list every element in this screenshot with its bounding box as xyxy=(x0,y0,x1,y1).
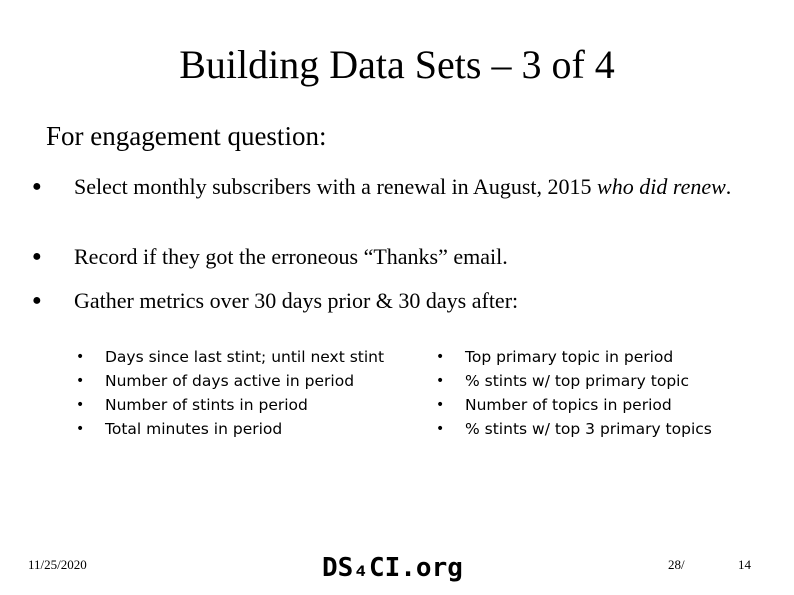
sub-bullet-marker: • xyxy=(76,397,85,413)
metrics-list-right xyxy=(436,345,712,441)
bullet-text-tail: . xyxy=(725,174,732,199)
sub-bullet-marker: • xyxy=(436,373,445,389)
footer-page-label: 28/ xyxy=(668,557,685,572)
slide-number: 14 xyxy=(738,557,751,572)
metric-label: Days since last stint; until next stint xyxy=(105,348,385,366)
list-item xyxy=(436,393,712,417)
footer-date: 11/25/2020 xyxy=(28,557,87,572)
bullet-text: Record if they got the erroneous “Thanks” email. xyxy=(74,244,508,269)
bullet-item-gather-metrics xyxy=(32,286,732,315)
sub-bullet-marker: • xyxy=(76,349,85,365)
list-item xyxy=(436,417,712,441)
sub-bullet-marker: • xyxy=(76,373,85,389)
bullet-item-record-email xyxy=(32,242,732,271)
bullet-text xyxy=(74,172,732,201)
sub-bullet-marker: • xyxy=(436,421,445,437)
bullet-marker: ● xyxy=(32,178,42,195)
metrics-list-left xyxy=(76,345,384,441)
metric-label: Top primary topic in period xyxy=(465,348,674,366)
bullet-text-plain: Select monthly subscribers with a renewal in August, 2015 xyxy=(74,174,598,199)
metric-label: Number of topics in period xyxy=(465,396,672,414)
slide-title: Building Data Sets – 3 of 4 xyxy=(179,42,615,87)
list-item xyxy=(76,345,384,369)
list-item xyxy=(76,417,384,441)
bullet-text-italic: who did renew xyxy=(597,174,726,199)
bullet-item-select-subscribers xyxy=(32,172,732,201)
sub-bullet-marker: • xyxy=(436,397,445,413)
footer-logo: DS₄CI.org xyxy=(322,553,463,583)
bullet-marker: ● xyxy=(32,248,42,265)
metric-label: % stints w/ top primary topic xyxy=(465,372,689,390)
metric-label: Number of days active in period xyxy=(105,372,355,390)
list-item xyxy=(76,393,384,417)
metric-label: % stints w/ top 3 primary topics xyxy=(465,420,712,438)
sub-bullet-marker: • xyxy=(436,349,445,365)
list-item xyxy=(76,369,384,393)
metric-label: Total minutes in period xyxy=(105,420,283,438)
list-item xyxy=(436,369,712,393)
metric-label: Number of stints in period xyxy=(105,396,308,414)
intro-text: For engagement question: xyxy=(46,121,327,151)
bullet-text: Gather metrics over 30 days prior & 30 days after: xyxy=(74,288,519,313)
sub-bullet-marker: • xyxy=(76,421,85,437)
list-item xyxy=(436,345,712,369)
bullet-marker: ● xyxy=(32,292,42,309)
